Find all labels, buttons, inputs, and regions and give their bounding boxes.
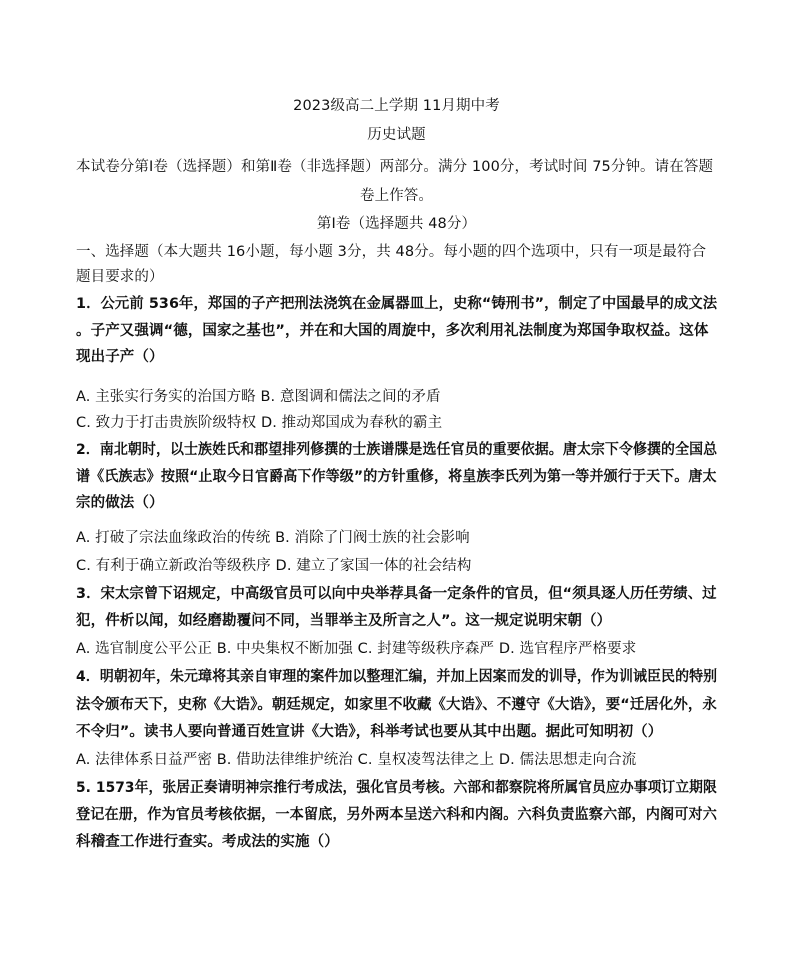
- question-2-line-2: 谱《氏族志》按照“止取今日官爵高下作等级”的方针重修，将皇族李氏列为第一等并颁行于天下。唐太: [76, 469, 717, 485]
- question-4-options-1: A. 法律体系日益严密 B. 借助法律维护统治 C. 皇权凌驾法律之上 D. 儒法思想走向合流: [76, 752, 637, 768]
- question-1-options-2: C. 致力于打击贵族阶级特权 D. 推动郑国成为春秋的霸主: [76, 415, 443, 431]
- question-4-line-2: 法令颁布天下，史称《大诰》。朝廷规定，如家里不收藏《大诰》、不遵守《大诰》，要“迁居化外，永: [76, 697, 717, 713]
- question-1-line-2: 。子产又强调“德，国家之基也”，并在和大国的周旋中，多次利用礼法制度为郑国争取权益。这体: [76, 323, 709, 339]
- question-1-line-1: 1．公元前 536年，郑国的子产把刑法浇筑在金属器皿上，史称“铸刑书”，制定了中国最早的成文法: [76, 296, 718, 312]
- instructions-line-1: 本试卷分第Ⅰ卷（选择题）和第Ⅱ卷（非选择题）两部分。满分 100分，考试时间 75分钟。请在答题: [76, 159, 714, 175]
- section-1-heading-cont: 题目要求的）: [76, 269, 164, 285]
- question-5-line-2: 登记在册，作为官员考核依据，一本留底，另外两本呈送六科和内阁。六科负责监察六部，内阁可对六: [76, 807, 717, 823]
- exam-subject: 历史试题: [367, 127, 426, 143]
- question-1-line-3: 现出子产（）: [76, 349, 164, 365]
- question-5-line-1: 5. 1573年，张居正奏请明神宗推行考成法，强化官员考核。六部和都察院将所属官员应办事项订立期限: [76, 780, 717, 796]
- exam-title: 2023级高二上学期 11月期中考: [293, 98, 500, 114]
- question-3-line-1: 3．宋太宗曾下诏规定，中高级官员可以向中央举荐具备一定条件的官员，但“须具逐人历任劳绩、过: [76, 586, 717, 602]
- question-2-options-2: C. 有利于确立新政治等级秩序 D. 建立了家国一体的社会结构: [76, 558, 472, 574]
- question-2-line-1: 2．南北朝时，以士族姓氏和郡望排列修撰的士族谱牒是选任官员的重要依据。唐太宗下令修撰的全国总: [76, 442, 718, 458]
- question-4-line-3: 不令归”。读书人要向普通百姓宣讲《大诰》，科举考试也要从其中出题。据此可知明初（）: [76, 724, 663, 740]
- section-1-heading: 一、选择题（本大题共 16小题，每小题 3分，共 48分。每小题的四个选项中，只有一项是最符合: [76, 244, 707, 260]
- instructions-line-2: 卷上作答。: [360, 188, 433, 204]
- question-1-options-1: A. 主张实行务实的治国方略 B. 意图调和儒法之间的矛盾: [76, 389, 441, 405]
- question-3-line-2: 犯，件析以闻，如经磨勘覆问不同，当罪举主及所言之人”。这一规定说明宋朝（）: [76, 613, 612, 629]
- part-1-title: 第Ⅰ卷（选择题共 48分）: [316, 216, 477, 232]
- question-3-options-1: A. 选官制度公平公正 B. 中央集权不断加强 C. 封建等级秩序森严 D. 选官程序严格要求: [76, 641, 637, 657]
- question-2-line-3: 宗的做法（）: [76, 495, 164, 511]
- question-5-line-3: 科稽查工作进行查实。考成法的实施（）: [76, 834, 339, 850]
- question-4-line-1: 4．明朝初年，朱元璋将其亲自审理的案件加以整理汇编，并加上因案而发的训导，作为训诫臣民的特别: [76, 669, 718, 685]
- question-2-options-1: A. 打破了宗法血缘政治的传统 B. 消除了门阀士族的社会影响: [76, 530, 470, 546]
